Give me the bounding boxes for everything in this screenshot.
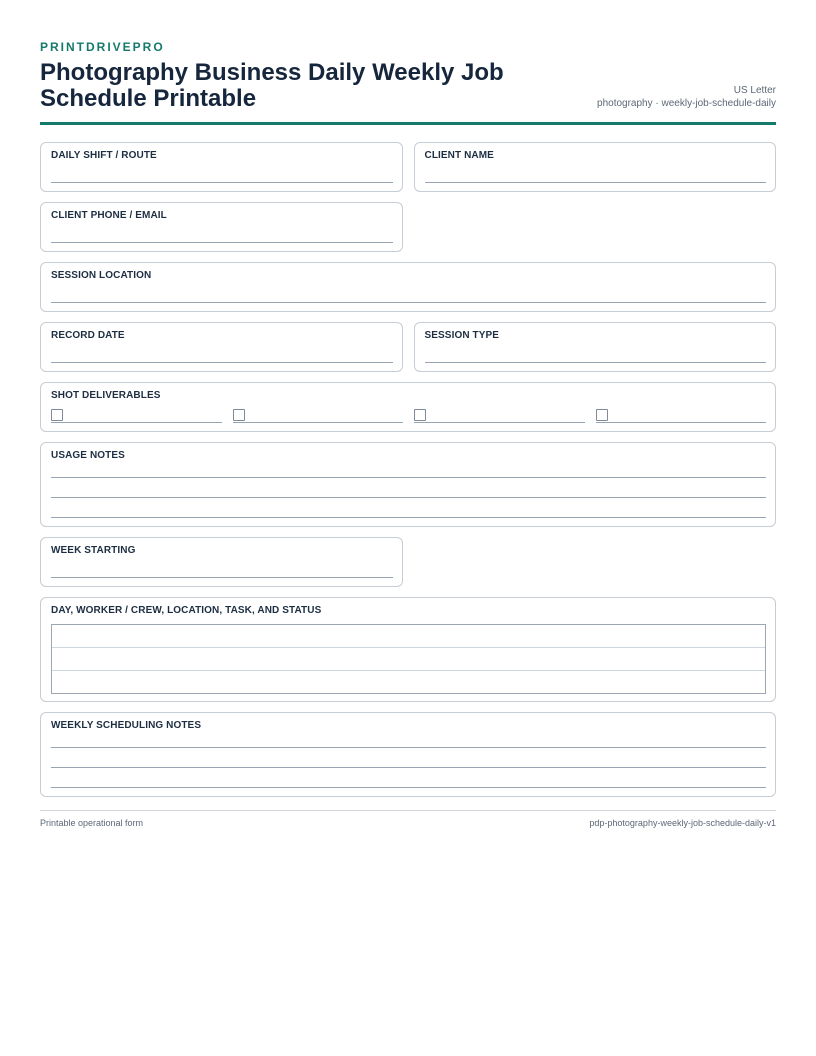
- daily-shift-route-field: [40, 142, 403, 192]
- weekly-notes-line[interactable]: [51, 748, 766, 768]
- schedule-table-label: DAY, WORKER / CREW, LOCATION, TASK, AND STATUS: [51, 605, 322, 616]
- page-title: Photography Business Daily Weekly Job Schedule Printable: [40, 59, 504, 112]
- client-name-label: CLIENT NAME: [424, 150, 494, 161]
- schedule-table-field: [40, 597, 776, 702]
- deliverable-text-input[interactable]: [426, 402, 585, 422]
- daily-shift-route-label: DAILY SHIFT / ROUTE: [51, 150, 157, 161]
- usage-notes-lines: [51, 458, 766, 518]
- deliverable-item: [51, 402, 222, 423]
- session-location-label: SESSION LOCATION: [51, 270, 152, 281]
- week-starting-label: WEEK STARTING: [51, 545, 136, 556]
- shot-deliverables-label: SHOT DELIVERABLES: [51, 390, 161, 401]
- schedule-table: [51, 624, 766, 694]
- weekly-notes-line[interactable]: [51, 768, 766, 788]
- schedule-table-row[interactable]: [52, 648, 765, 671]
- deliverable-text-input[interactable]: [608, 402, 767, 422]
- weekly-notes-field: [40, 712, 776, 797]
- deliverable-item: [233, 402, 404, 423]
- brand-wordmark: PRINTDRIVEPRO: [40, 40, 165, 54]
- usage-notes-field: [40, 442, 776, 527]
- deliverable-text-input[interactable]: [245, 402, 404, 422]
- week-starting-field: [40, 537, 403, 587]
- deliverables-checklist: [51, 402, 766, 423]
- schedule-form: [40, 142, 776, 797]
- schedule-table-row[interactable]: [52, 671, 765, 693]
- deliverable-checkbox[interactable]: [596, 409, 608, 421]
- form-slug: photography · weekly-job-schedule-daily: [597, 98, 776, 109]
- paper-size: US Letter: [733, 85, 776, 96]
- daily-shift-route-input[interactable]: [51, 162, 393, 183]
- page-footer: [40, 810, 776, 829]
- usage-notes-line[interactable]: [51, 478, 766, 498]
- schedule-table-row[interactable]: [52, 625, 765, 648]
- footer-form-type: Printable operational form: [40, 818, 144, 828]
- deliverable-text-input[interactable]: [63, 402, 222, 422]
- deliverable-item: [414, 402, 585, 423]
- weekly-notes-lines: [51, 728, 766, 788]
- session-location-field: [40, 262, 776, 312]
- client-name-input[interactable]: [425, 162, 767, 183]
- shot-deliverables-field: [40, 382, 776, 432]
- usage-notes-line[interactable]: [51, 498, 766, 518]
- deliverable-item: [596, 402, 767, 423]
- usage-notes-label: USAGE NOTES: [51, 450, 125, 461]
- session-type-field: [414, 322, 777, 372]
- weekly-notes-label: WEEKLY SCHEDULING NOTES: [51, 720, 202, 731]
- client-contact-input[interactable]: [51, 222, 393, 243]
- usage-notes-line[interactable]: [51, 458, 766, 478]
- session-type-label: SESSION TYPE: [424, 330, 500, 341]
- header-title-block: [40, 40, 570, 112]
- client-name-field: [414, 142, 777, 192]
- record-date-input[interactable]: [51, 342, 393, 363]
- page-meta: [597, 84, 776, 110]
- deliverable-checkbox[interactable]: [414, 409, 426, 421]
- client-contact-field: [40, 202, 403, 252]
- deliverable-checkbox[interactable]: [233, 409, 245, 421]
- page-header: [40, 40, 776, 125]
- session-type-input[interactable]: [425, 342, 767, 363]
- client-contact-label: CLIENT PHONE / EMAIL: [51, 210, 167, 221]
- record-date-field: [40, 322, 403, 372]
- record-date-label: RECORD DATE: [51, 330, 125, 341]
- week-starting-input[interactable]: [51, 557, 393, 578]
- footer-form-id: pdp-photography-weekly-job-schedule-daily-v1: [589, 818, 776, 828]
- deliverable-checkbox[interactable]: [51, 409, 63, 421]
- session-location-input[interactable]: [51, 282, 766, 303]
